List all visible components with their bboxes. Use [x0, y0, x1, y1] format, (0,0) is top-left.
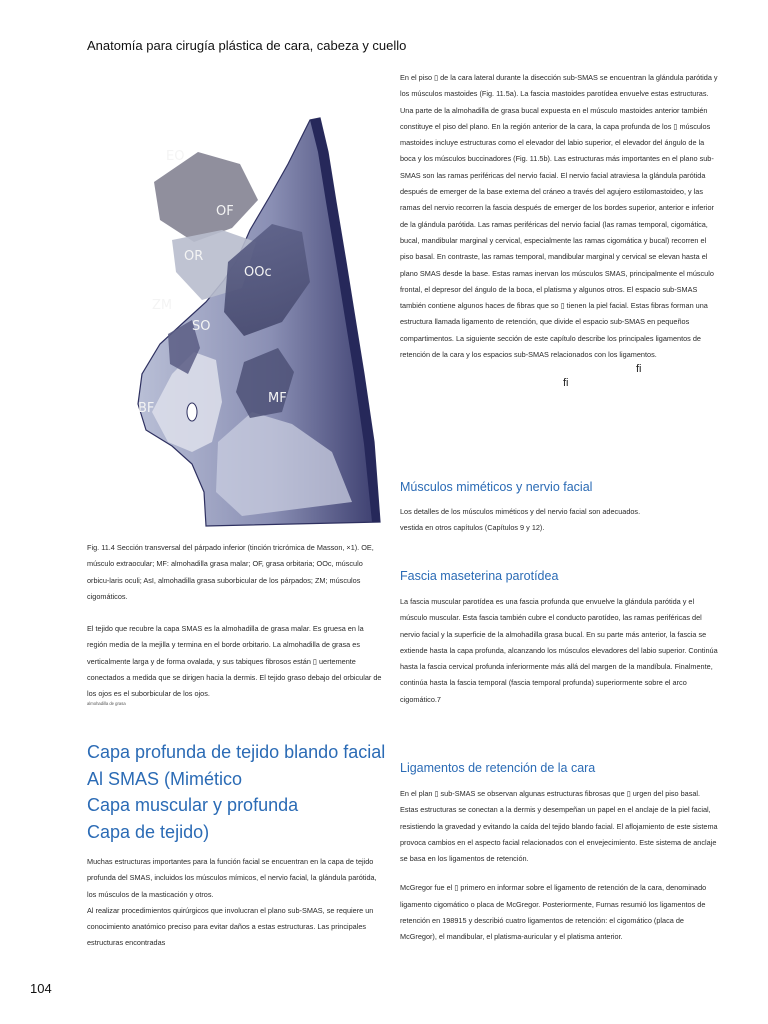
page-number: 104: [30, 981, 52, 996]
running-header: Anatomía para cirugía plástica de cara, cabeza y cuello: [87, 38, 407, 53]
figure-label-so: SO: [192, 319, 211, 334]
figure-label-mf: MF: [268, 391, 287, 406]
figure-label-ooc: OOc: [244, 265, 272, 280]
left-bottom-paragraph-2: Al realizar procedimientos quirúrgicos que involucran el plano sub-SMAS, se requiere un conocimiento anatómico preciso para evitar daños a estas estructuras. Las principales estructuras encontradas: [87, 905, 374, 948]
big-heading-line-4: Capa de tejido): [87, 821, 210, 842]
big-heading-line-3: Capa muscular y profunda: [87, 795, 299, 815]
big-heading-line-2: Al SMAS (Mimético: [87, 768, 243, 789]
figure-caption: Fig. 11.4 Sección transversal del párpado inferior (tinción tricrómica de Masson, ×1). OE, músculo extraocular; MF: almohadilla grasa malar; OF, grasa orbitaria; OOc, músculo orbicu-laris oculi; AsI, almohadilla grasa suborbicular de los párpados; ZM; músculos cigomáticos.: [87, 543, 374, 601]
left-bottom-paragraph-1: Muchas estructuras importantes para la función facial se encuentran en la capa de tejido profunda del SMAS, incluidos los músculos mímicos, el nervio facial, la glándula parótida, los músculos de la masticación y otros.: [87, 857, 377, 899]
left-paragraph: El tejido que recubre la capa SMAS es la almohadilla de grasa malar. Es gruesa en la región media de la mejilla y termina en el borde orbitario. La almohadilla de grasa es verticalmente larga y de forma ovalada, y sus tabiques fibrosos están ▯ uertemente conectados a medida que se dirigen hacia la dermis. El tejido graso debajo del orbicular de los ojos es el suborbicular de los ojos.: [87, 624, 382, 699]
figure-label-of: OF: [216, 204, 234, 219]
musculos-line-1: Los detalles de los músculos miméticos y del nervio facial son adecuados.: [400, 507, 641, 516]
musculos-line-2: vestida en otros capítulos (Capítulos 9 y 12).: [400, 523, 545, 533]
section-fascia: [400, 569, 718, 708]
section-musculos: [400, 480, 718, 537]
histology-section-image: [132, 112, 382, 532]
section-heading-capa-profunda: [87, 739, 397, 845]
ligamentos-paragraph-2: McGregor fue el ▯ primero en informar sobre el ligamento de retención de la cara, denominado ligamento cigomático o placa de McGregor. Posteriormente, Furnas resumió los ligamentos de retención en 198915 y describió cuatro ligamentos de retención: el cigomático (placa de McGregor), el mandibular, el platisma-auricular y el platisma anterior.: [400, 883, 707, 942]
section-ligamentos: [400, 761, 718, 946]
ligature-fragment-1: fi: [636, 363, 642, 375]
ligature-fragment-2: fi: [563, 377, 569, 389]
ligamentos-paragraph-1: En el plan ▯ sub-SMAS se observan algunas estructuras fibrosas que ▯ urgen del piso basal. Estas estructuras se conectan a la dermis y desempeñan un papel en el anclaje de la piel facial, resistiendo la gravedad y evitando la caída del tejido blando facial. El aflojamiento de este sistema provoca cambios en el aspecto facial relacionados con el envejecimiento. Este sistema de anclaje se basa en los ligamentos de retención.: [400, 789, 718, 864]
section-title-fascia: Fascia maseterina parotídea: [400, 569, 559, 583]
fascia-paragraph: La fascia muscular parotídea es una fascia profunda que envuelve la glándula parótida y el músculo muscular. Esta fascia también cubre el conducto parotídeo, las ramas periféricas del nervio facial y la superficie de la almohadilla grasa bucal. En su parte más anterior, la fascia se extiende hasta la capa profunda, alcanzando los músculos elevadores del labio superior. Continúa hasta la fascia cervical profunda inferiormente más allá del margen de la mandíbula. Finalmente, continúa hasta la fascia temporal (fascia temporal profunda) superiormente sobre el arco cigomático.7: [400, 597, 718, 704]
tiny-note: almohadilla de grasa: [87, 701, 126, 706]
figure-label-bf: BF: [138, 401, 155, 416]
figure-label-zm: ZM: [152, 298, 173, 313]
left-bottom-text: [87, 854, 383, 952]
section-title-musculos: Músculos miméticos y nervio facial: [400, 480, 593, 494]
histology-figure: [132, 112, 382, 532]
section-title-ligamentos: Ligamentos de retención de la cara: [400, 761, 596, 775]
big-heading-line-1: Capa profunda de tejido blando facial: [87, 742, 386, 762]
figure-label-or: OR: [184, 249, 204, 264]
right-intro-paragraph: En el piso ▯ de la cara lateral durante la disección sub-SMAS se encuentran la glándula parótida y los músculos mastoides (Fig. 11.5a). La fascia mastoides parotídea envuelve estas estructuras. Una parte de la almohadilla de grasa bucal expuesta en el músculo mastoides anterior también constituye el piso del plano. En la región anterior de la cara, la capa profunda de los ▯ músculos mastoides incluye estructuras como el elevador del labio superior, el elevador del ángulo de la boca y los músculos buccinadores (Fig. 11.5b). Las estructuras más importantes en el plano sub-SMAS son las ramas periféricas del nervio facial. El nervio facial atraviesa la glándula parótida después de emerger de la base externa del cráneo a través del agujero estilomastoideo, y las ramas del nervio recorren la fascia después de emerger de los bordes superior, anterior e inferior de la glándula parótida. Las ramas periféricas del nervio facial (las ramas temporal, cigomática, bucal, mandibular marginal y cervical, especialmente las ramas cigomática y bucal) recorren el piso basal. En contraste, las ramas temporal, mandibular marginal y cervical se elevan hasta el plano SMAS desde la base. Estas ramas inervan los músculos SMAS, principalmente el músculo frontal, el depresor del ángulo de la boca, el platisma y algunos otros. El espacio sub-SMAS también contiene algunos haces de fibras que so ▯ tienen la piel facial. Estas fibras forman una estructura llamada ligamento de retención, que divide el espacio sub-SMAS en pequeños compartimentos. La siguiente sección de este capítulo describe los principales ligamentos de retención de la cara y los espacios sub-SMAS relacionados con los ligamentos.: [400, 73, 718, 360]
figure-label-eo: EO: [166, 149, 185, 164]
